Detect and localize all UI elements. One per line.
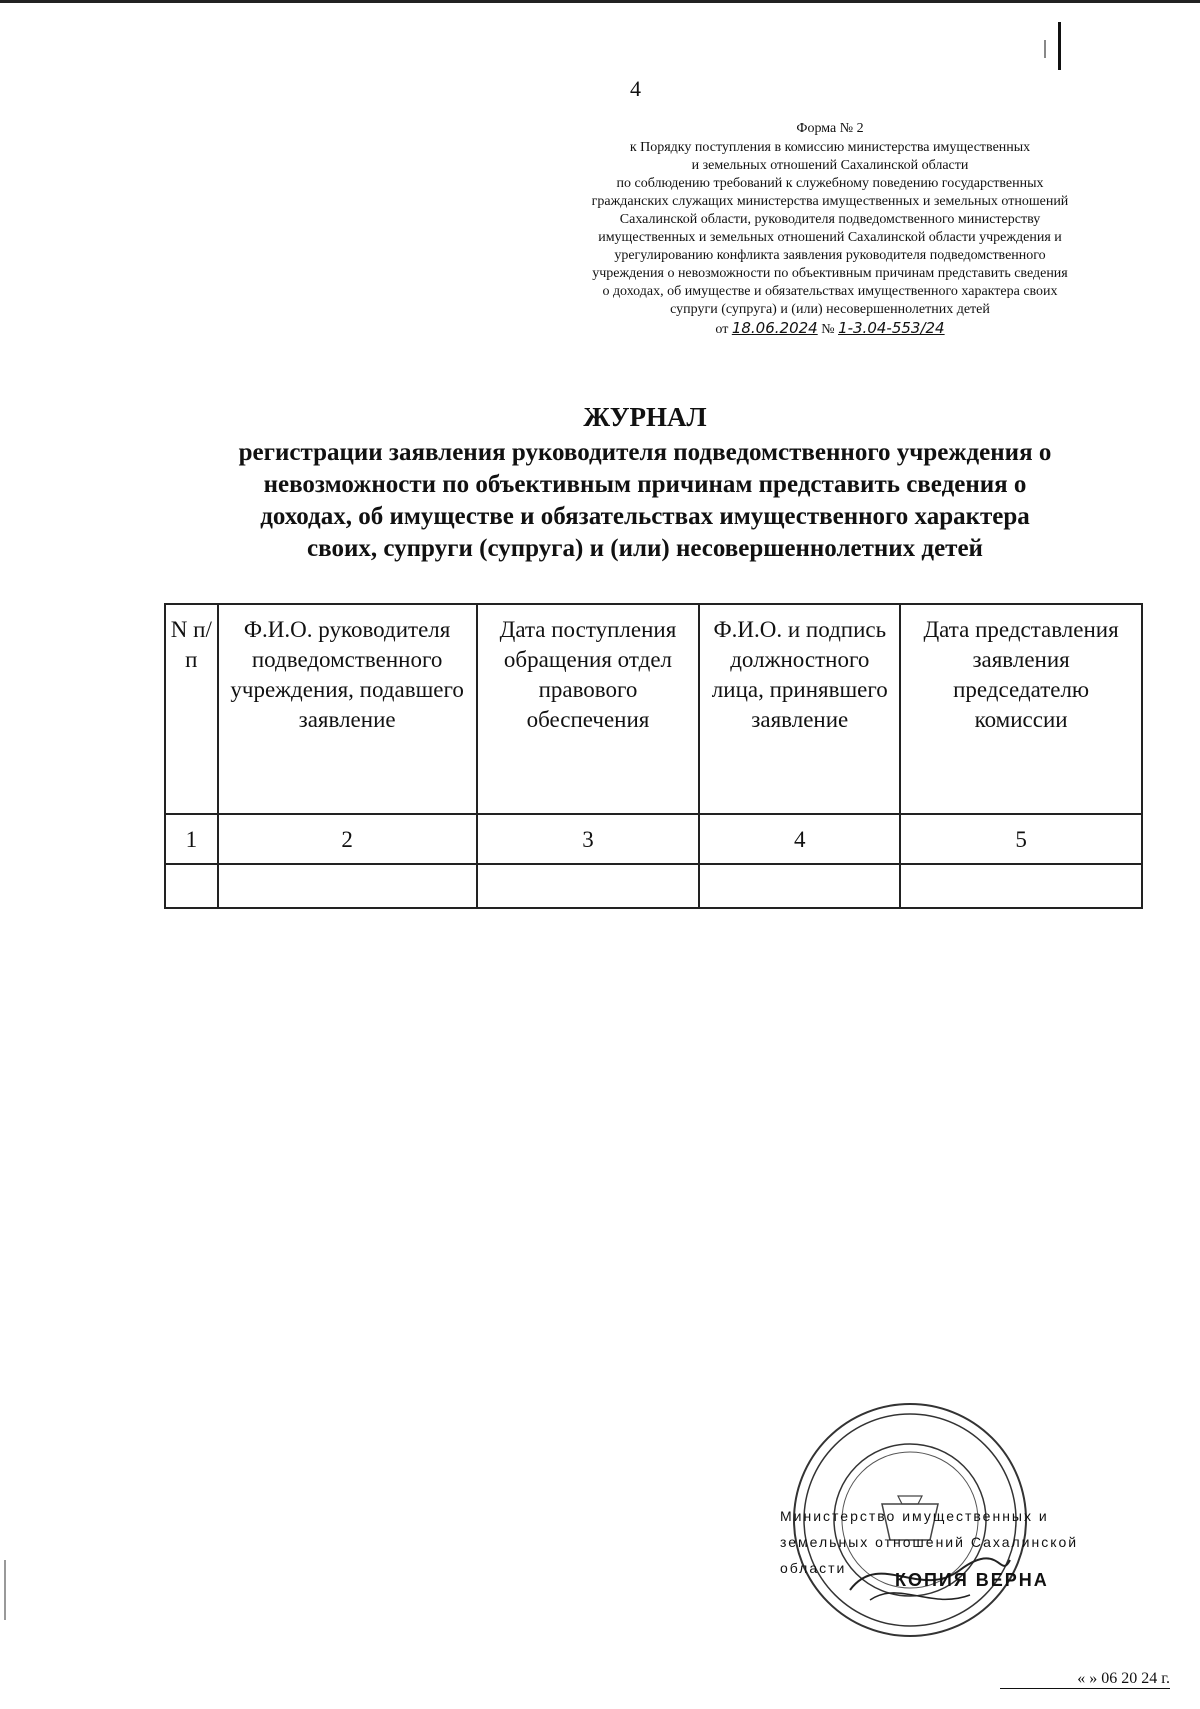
table-row	[165, 864, 1142, 908]
scan-mark	[1058, 22, 1061, 70]
reg-number: 1-3.04-553/24	[838, 319, 945, 337]
column-number-row	[165, 814, 1142, 864]
journal-subtitle-line: невозможности по объективным причинам представить сведения о	[263, 471, 1027, 498]
journal-subtitle-line: доходах, об имуществе и обязательствах имущественного характера	[260, 503, 1030, 530]
journal-subtitle-line: своих, супруги (супруга) и (или) несовершеннолетних детей	[307, 535, 983, 562]
certification-date: « » 06 20 24 г.	[1000, 1670, 1170, 1689]
form-header-line: к Порядку поступления в комиссию министерства имущественных	[629, 140, 1031, 155]
header-cell-official: Ф.И.О. и подпись должностного лица, принявшего заявление	[699, 604, 900, 814]
column-number-cell: 5	[900, 814, 1142, 864]
reg-prefix: от	[715, 322, 729, 337]
column-number-cell: 4	[699, 814, 900, 864]
column-number-cell: 2	[218, 814, 477, 864]
page-number: 4	[630, 76, 641, 101]
registration-line	[530, 319, 1130, 339]
certification-line: земельных отношений Сахалинской	[780, 1534, 1079, 1550]
form-header-line: о доходах, об имуществе и обязательствах имущественного характера своих	[602, 284, 1058, 299]
reg-date: 18.06.2024	[731, 319, 818, 337]
table-cell	[900, 864, 1142, 908]
scan-mark	[4, 1560, 6, 1620]
header-cell-number: N п/п	[165, 604, 218, 814]
form-header-line: Сахалинской области, руководителя подведомственного министерству	[619, 212, 1041, 227]
header-cell-receipt-date: Дата поступления обращения отдел правового обеспечения	[477, 604, 700, 814]
scan-border-line	[0, 0, 1200, 3]
table-cell	[477, 864, 700, 908]
copy-certified-label: КОПИЯ ВЕРНА	[895, 1570, 1049, 1590]
form-header-line: имущественных и земельных отношений Сахалинской области учреждения и	[598, 230, 1062, 245]
form-title: Форма № 2	[796, 121, 864, 136]
form-header-line: супруги (супруга) и (или) несовершеннолетних детей	[670, 302, 990, 317]
certification-line: Министерство имущественных и	[780, 1508, 1049, 1524]
header-cell-applicant: Ф.И.О. руководителя подведомственного учреждения, подавшего заявление	[218, 604, 477, 814]
table-cell	[699, 864, 900, 908]
journal-title: ЖУРНАЛ	[583, 402, 707, 432]
form-header-line: урегулированию конфликта заявления руководителя подведомственного	[614, 248, 1046, 263]
form-header-line: и земельных отношений Сахалинской области	[691, 158, 969, 173]
header-cell-submission-date: Дата представления заявления председателю комиссии	[900, 604, 1142, 814]
certification-line: области	[780, 1560, 847, 1576]
table-cell	[218, 864, 477, 908]
journal-table	[164, 603, 1143, 909]
table-header-row	[165, 604, 1142, 814]
journal-subtitle-line: регистрации заявления руководителя подведомственного учреждения о	[238, 439, 1052, 466]
column-number-cell: 1	[165, 814, 218, 864]
reg-number-prefix: №	[821, 322, 835, 337]
form-header	[530, 120, 1130, 339]
scan-mark	[1044, 40, 1046, 58]
column-number-cell: 3	[477, 814, 700, 864]
table-cell	[165, 864, 218, 908]
form-header-line: учреждения о невозможности по объективным причинам представить сведения	[592, 266, 1068, 281]
journal-heading	[160, 402, 1130, 565]
form-header-line: по соблюдению требований к служебному поведению государственных	[616, 176, 1044, 191]
form-header-line: гражданских служащих министерства имущественных и земельных отношений	[591, 194, 1069, 209]
